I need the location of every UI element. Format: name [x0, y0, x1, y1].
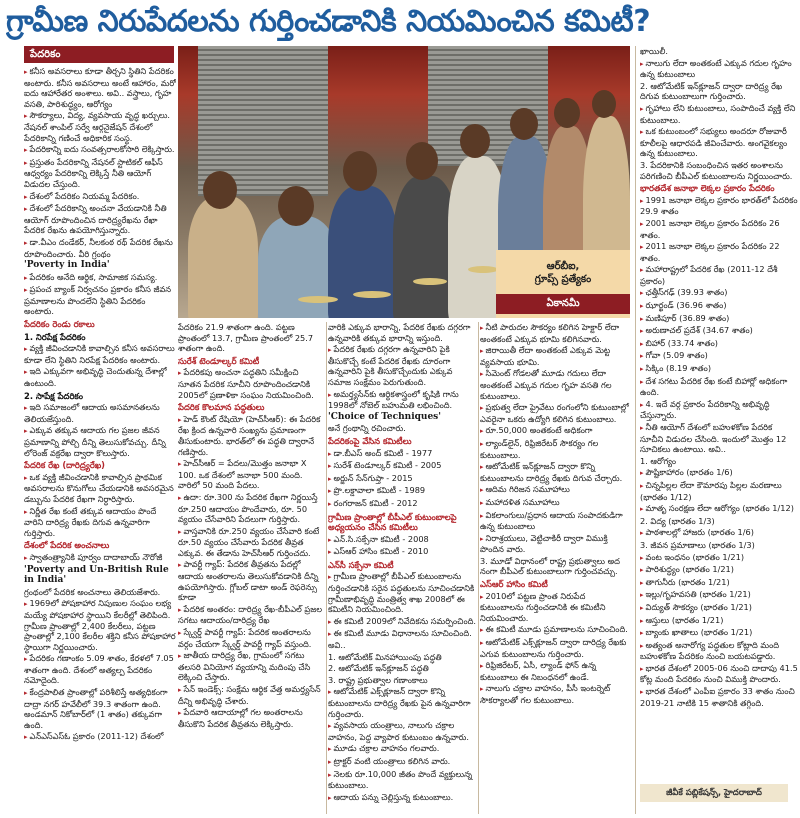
paragraph: ▸ పేదవారి ఆదాయాల్లో గల అంతరాలను తీసుకొని పేదరిక తీవ్రతను లెక్కిస్తారు. [178, 707, 324, 729]
paragraph: ▸ ఆటోమేటిక్ ఎక్స్‌క్లూజన్ ద్వారా దారిద్ర్య రేఖకు ఎగువ కుటుంబాలను గుర్తించారు. [480, 637, 630, 659]
paragraph: ▸ రంగరాజన్ కమిటీ - 2012 [328, 498, 478, 510]
photo-caption-text [496, 260, 630, 286]
paragraph: ▸ మూడు చక్రాల వాహనం గలవారు. [328, 743, 478, 755]
paragraph: ▸ సురేశ్ టెండూల్కర్ కమిటీ - 2005 [328, 460, 478, 472]
paragraph: ▸ ఒక కుటుంబంలో సభ్యులు అందరూ రోజువారీ కూలీలపై ఆధారపడి జీవించేవారు. అంగవైకల్యం ఉన్న కుటుంబాలు. [640, 126, 798, 159]
paragraph: 2. ఆటోమేటిక్ ఇన్‌క్లూజన్ ద్వారా దారిద్ర్య రేఖ దిగువ కుటుంబాలుగా గుర్తించారు. [640, 80, 783, 102]
paragraph: ▸ ప్రొ.లక్డావాలా కమిటీ - 1989 [328, 485, 478, 497]
caption-line-1: ఆర్‌బీఐ, [546, 261, 580, 272]
paragraph: ▸ ప్రపంచ బ్యాంక్ నిర్వచనం ప్రకారం కనీస జీవన ప్రమాణాలను పొందలేని స్థితిని పేదరికం అంటారు. [24, 284, 176, 317]
paragraph: 'Poverty in India' [24, 260, 110, 271]
paragraph: ▸ దేశంలో పేదరికాన్ని అంచనా వేయడానికి నీతి ఆయోగ్ రూపొందించిన దారిద్ర్యరేఖను రేఖా పేదరిక రేఖను ఉపయోగిస్తున్నారు. [24, 203, 176, 236]
paragraph: ▸ సిమెంట్ గోడలతో మూడు గదులు లేదా అంతకంటే ఎక్కువ గదుల గృహ వసతి గల కుటుంబాలు. [480, 368, 630, 401]
article-column-4 [480, 322, 630, 814]
headline: గ్రామీణ నిరుపేదలను గుర్తించడానికి నియమించిన కమిటీ? [6, 4, 651, 39]
caption-line-2: గ్రూప్స్ ప్రత్యేకం [534, 274, 592, 285]
photo-figure [510, 108, 538, 140]
column-divider [326, 322, 327, 814]
paragraph: 3. పేదరికానికి సంబంధించిన ఇతర అంశాలను పరిగణించి బీపీఎల్ కుటుంబాలను నిర్ణయించారు. [640, 159, 793, 181]
paragraph: ▸ పాఠశాలల్లో హాజరు (భారతం 1/6) [640, 527, 798, 539]
paragraph: ▸ అర్జున్ సేన్‌గుప్తా - 2015 [328, 473, 478, 485]
paragraph: ▸ ఆదిమ గిరిజన సమూహాలు [480, 484, 630, 496]
photo-plate [413, 278, 447, 285]
subheading: 1. నిరపేక్ష పేదరికం [24, 331, 86, 342]
photo-figure [203, 171, 237, 209]
photo-plate [298, 296, 338, 303]
photo-figure [343, 151, 377, 191]
paragraph: ▸ నిరాశ్రయులు, వెట్టిచాకిరీ ద్వారా విముక్తి పొందిన వారు. [480, 533, 630, 555]
paragraph: ▸ ఎన్ఎస్ఎస్ఓ ప్రకారం (2011-12) దేశంలో [24, 731, 176, 743]
paragraph: ▸ ట్రాక్టర్ వంటి యంత్రాలు కలిగిన వారు. [328, 756, 478, 768]
paragraph: 3. మూడో విధానంలో రాష్ట్ర ప్రభుత్వాలు అద నంగా బీపీఎల్ కుటుంబాలుగా గుర్తించవచ్చు. [480, 555, 620, 577]
paragraph: ▸ పేదరికం అనేది ఆర్థిక, సామాజిక సమస్య. [24, 272, 176, 284]
paragraph: ▸ స్వాతంత్ర్యానికి పూర్వం దాదాబాయ్ నౌరోజీ [24, 552, 176, 564]
subheading: గ్రామీణ ప్రాంతాల్లో బీపీఎల్ కుటుంబాలపై అధ్యయనం చేసిన కమిటీలు [328, 511, 457, 533]
paragraph: ▸ ఈ కమిటీ 2009లో నివేదికను సమర్పించింది. [328, 616, 478, 628]
subheading: భారతదేశ జనాభా లెక్కల ప్రకారం పేదరికం [640, 183, 775, 194]
paragraph: ▸ ల్యాండ్‌లైన్, రిఫ్రిజిరేటర్ సౌకర్యం గల కుటుంబాలు. [480, 438, 630, 460]
photo-figure [328, 186, 398, 318]
footer-credit: జీవీకే పబ్లికేషన్స్, హైదరాబాద్ [640, 784, 788, 802]
paragraph: ▸ ఆస్తులు (భారతం 1/21) [640, 615, 798, 627]
paragraph: ▸ ఈ కమిటీ మూడు ప్రమాణాలను సూచించింది. [480, 624, 630, 636]
article-column-5 [640, 46, 798, 781]
paragraph: ▸ పావర్టీ గ్యాప్: పేదరిక తీవ్రతను పేదల్లో ఆదాయ అంతరాలను తెలుసుకోవడానికి దీన్ని ఉపయోగిస్తారు. గ్లోబల్ డాటా అండ్ రెఫరెన్సు కూడా [178, 559, 324, 602]
paragraph: ▸ భారత దేశంలో ఎంపీఐ ప్రకారం 33 శాతం నుంచి 2019-21 నాటికి 15 శాతానికి తగ్గింది. [640, 686, 798, 708]
paragraph: ▸ నెలకు రూ.10,000 జీతం పొందే వ్యక్తులున్న కుటుంబాలు. [328, 769, 478, 791]
paragraph: ▸ మహారాష్ట్రలో పేదరిక రేఖ (2011-12 దేశీ ప్రకారం) [640, 264, 798, 286]
paragraph: ▸ బిహార్ (33.74 శాతం) [640, 338, 798, 350]
paragraph: ▸ మాతృ సంరక్షణ లేదా ఆరోగ్యం (భారతం 1/12) [640, 503, 798, 515]
paragraph: ▸ వ్యక్తి జీవించడానికి కావాల్సిన కనీస అవసరాలు కూడా లేని స్థితిని నిరపేక్ష పేదరికం అంటారు. [24, 343, 176, 365]
paragraph: ▸ ఇల్లు/గృహవసతి (భారతం 1/21) [640, 589, 798, 601]
paragraph: ▸ పేదరికం గణాంకం 5.09 శాతం, కేరళలో 7.05 శాతంగా ఉంది. దేశంలో అత్యల్ప పేదరికం నమోదైంది. [24, 653, 176, 686]
article-column-2 [178, 322, 324, 814]
paragraph: ▸ విద్యుత్ సౌకర్యం (భారతం 1/21) [640, 602, 798, 614]
paragraph: ▸ వ్యవసాయ యంత్రాలు, నాలుగు చక్రాల వాహనం, పెద్ద వ్యాపార కుటుంబం ఉన్నవారు. [328, 720, 478, 742]
paragraph: ▸ నిర్ణీత రేఖ కంటే తక్కువ ఆదాయం పొందే వారిని దారిద్ర్య రేఖకు దిగువ ఉన్నవారిగా గుర్తిస్తారు. [24, 506, 176, 539]
photo-figure [406, 142, 438, 180]
paragraph: ▸ వాస్తవానికి రూ.250 వ్యయం చేసేవారి కంటే రూ.50 వ్యయం చేసేవారు పేదరిక తీవ్రత ఎక్కువ. ఈ తేడాను హెచ్‌సీఆర్ గుర్తించదు. [178, 526, 324, 559]
paragraph: ▸ ఆటోమేటిక్ ఇన్‌క్లూజన్ ద్వారా కొన్ని కుటుంబాలను దారిద్ర్య రేఖకు దిగువ చేర్చారు. [480, 461, 630, 483]
paragraph: ▸ సిక్కిం (8.19 శాతం) [640, 363, 798, 375]
paragraph: ▸ 1969లో పోషకాహార నిపుణుల సంఘం లభ్య మయ్యే పోషకాహార స్థాయిని కేలరీల్లో తెలిపింది. గ్రామీణ ప్రాంతాల్లో 2,400 కేలరీలు, పట్టణ ప్రాంతాల్లో 2,100 కేలరీల శక్తిని కనీస పోషకాహార స్థాయిగా నిర్ణయించారు. [24, 598, 176, 652]
article-column-1 [24, 66, 176, 814]
photo-figure [188, 196, 258, 318]
paragraph: 'Poverty and Un-British Rule in India' [24, 564, 169, 586]
paragraph: ▸ అత్యంత అనారోగ్య పద్ధతుల కోట్లాది మంది బహుళకోణ పేదరికం నుంచి బయటపడ్డారు. [640, 640, 798, 662]
photo-plate [353, 291, 391, 298]
paragraph: ▸ నీతి ఆయోగ్ దేశంలో బహుళకోణ పేదరిక సూచీని విడుదల చేసింది. ఇందులో మొత్తం 12 సూచికలు ఉంటాయి. అవి.. [640, 422, 798, 455]
column-divider [478, 322, 479, 814]
paragraph: ▸ ఇది ఎక్కువగా అభివృద్ధి చెందుతున్న దేశాల్లో ఉంటుంది. [24, 366, 176, 388]
photo-caption-box [496, 250, 630, 318]
subheading: సురేశ్ టెండూల్కర్ కమిటీ [178, 355, 260, 366]
paragraph: ▸ 2010లో పట్టణ ప్రాంత నిరుపేద కుటుంబాలను గుర్తించడానికి ఈ కమిటీని నియమించారు. [480, 591, 630, 624]
paragraph: ▸ పేదరికాన్ని ఐదు సంవత్సరాలకోసారి లెక్కిస్తారు. [24, 144, 176, 156]
paragraph: ▸ బ్యాంకు ఖాతాలు (భారతం 1/21) [640, 627, 798, 639]
paragraph: ▸ ఒక వ్యక్తి జీవించడానికి కావాల్సిన ప్రాథమిక అవసరాలను కొనుగోలు చేయడానికి అవసరమైన డబ్బును పేదరిక రేఖగా నిర్ధారిస్తారు. [24, 472, 176, 505]
paragraph: ▸ వికలాంగులు/ప్రధాన ఆదాయ సంపాదకుడిగా ఉన్న కుటుంబాలు [480, 510, 630, 532]
paragraph: ▸ పేదరిక అంతరం: దారిద్ర్య రేఖ-బీపీఎల్ ప్రజల సగటు ఆదాయం/దారిద్ర్య రేఖ [178, 604, 324, 626]
paragraph: ▸ 2011 జనాభా లెక్కల ప్రకారం పేదరికం 22 శాతం. [640, 241, 798, 263]
paragraph: అనే గ్రంథాన్ని రచించారు. [328, 423, 406, 434]
paragraph: ▸ నీటి పారుదల సౌకర్యం కలిగిన హెక్టార్ లేదా అంతకంటే ఎక్కువ భూమి కలిగినవారు. [480, 322, 630, 344]
photo-plate [468, 266, 498, 273]
paragraph: ▸ గృహాలు లేని కుటుంబాలు, సంపాదించే వ్యక్తి లేని కుటుంబాలు. [640, 103, 798, 125]
subheading: పేదరిక కొలమాన పద్ధతులు [178, 402, 265, 413]
paragraph: ▸ ఛత్తీస్‌గఢ్ (39.93 శాతం) [640, 287, 798, 299]
paragraph: ▸ ఆటోమేటిక్ ఎక్స్‌క్లూజన్ ద్వారా కొన్ని కుటుంబాలను దారిద్ర్య రేఖకు పైన ఉన్నవారిగా గుర్తించారు. [328, 686, 478, 719]
subheading: పేదరికంపై వేసిన కమిటీలు [328, 435, 412, 446]
paragraph: ▸ ప్రభుత్వ లేదా ప్రైవేటు రంగంలోని కుటుంబాల్లో ఎవరైనా ఒకరు ఉద్యోగి కలిగిన కుటుంబాలు. [480, 402, 630, 424]
paragraph: ▸ ఈ కమిటీ మూడు విధానాలను సూచించింది. అవి.. [328, 628, 478, 650]
paragraph: ▸ 2001 జనాభా లెక్కల ప్రకారం పేదరికం 26 శాతం. [640, 218, 798, 240]
paragraph: ▸ సౌకర్యాలు, విద్య, వ్యవసాయ వృద్ధ ఖర్చులు. నేషనల్ శాంపిల్ సర్వే ఆర్గనైజేషన్ దేశంలో పేదరికాన్ని గణించే అధికారిక సంస్థ. [24, 110, 176, 143]
paragraph: ▸ భారత దేశంలో 2005-06 నుంచి దాదాపు 41.5 కోట్ల మంది పేదరికం నుంచి విముక్తి పొందారు. [640, 663, 798, 685]
photo-figure [554, 98, 580, 128]
paragraph: 1. ఆరోగ్యం [640, 455, 676, 466]
paragraph: ▸ హెడ్ కౌంట్ రేషియో (హెచ్‌సీఆర్): ఈ పేదరిక రేఖ క్రింద ఉన్నవారి సంఖ్యను ప్రమాణంగా తీసుకుంటారు. భారత్‌లో ఈ పద్ధతి ద్వారానే గణిస్తారు. [178, 414, 324, 457]
paragraph: ▸ పేదరికపు అంచనా పద్ధతిని సమీక్షించి సూతన పేదరిక సూచీని రూపొందించడానికి 2005లో ప్రణాళికా సంఘం నియమించింది. [178, 367, 324, 400]
paragraph: ▸ రిఫ్రిజిరేటర్, ఏసీ, ల్యాండ్ ఫోన్ ఉన్న కుటుంబాలు ఈ నిబంధనలో ఉండే. [480, 660, 630, 682]
paragraph: ▸ సేన్ ఇండెక్స్: సంక్షేమ ఆర్థిక వేత్త అమర్త్యసేన్ దీన్ని అభివృద్ధి చేశారు. [178, 684, 324, 706]
paragraph: పేదరికం 21.9 శాతంగా ఉంది. పట్టణ ప్రాంతంలో 13.7, గ్రామీణ ప్రాంతంలో 25.7 శాతంగా ఉంది. [178, 322, 314, 354]
paragraph: ▸ ఎన్.సి.సక్సేనా కమిటీ - 2008 [328, 534, 478, 546]
photo-figure [592, 90, 616, 118]
subheading: పేదరికం రెండు రకాలు [24, 319, 95, 330]
paragraph: ▸ కనీస అవసరాలు కూడా తీర్చని స్థితిని పేదరికం అంటారు. కనీస అవసరాలు అంటే ఆహారం, మరో ఐదు ఆహారేతర అంశాలు. అవి.. వస్త్రాలు, గృహ వసతి, పారిశుద్ధ్యం, ఆరోగ్యం [24, 66, 176, 109]
paragraph: ▸ స్క్వేర్డ్ పావర్టీ గ్యాప్: పేదరిక అంతరాలను వర్గం చేయగా స్క్వేర్డ్ పావర్టీ గ్యాప్ వస్తుంది. [178, 627, 324, 649]
paragraph: ▸ ఎస్‌ఆర్ హాసిం కమిటీ - 2010 [328, 546, 478, 558]
paragraph: ▸ దేశంలో పేదరికం నియమ్మ పేదరికం. [24, 191, 176, 203]
paragraph: ▸ అమర్త్యసేన్‌కు ఆర్థికశాస్త్రంలో కృషికి గాను 1998లో నోబెల్ బహుమతి లభించింది. [328, 389, 478, 411]
paragraph: ఖాయిలీ. [640, 46, 668, 56]
paragraph: ▸ గ్రామీణ ప్రాంతాల్లో బీపీఎల్ కుటుంబాలను గుర్తించడానికి సరైన పద్ధతులను సూచించడానికి గ్రామీణాభివృద్ధి మంత్రిత్వ శాఖ 2008లో ఈ కమిటీని నియమించింది. [328, 571, 478, 614]
paragraph: ▸ పారిశుద్ధ్యం (భారతం 1/21) [640, 564, 798, 576]
paragraph: 3. జీవన ప్రమాణాలు (భారతం 1/3) [640, 539, 755, 550]
photo-figure [278, 186, 314, 226]
paragraph: 2. విద్య (భారతం 1/3) [640, 515, 715, 526]
paragraph: ▸ అరుణాచల్ ప్రదేశ్ (34.67 శాతం) [640, 325, 798, 337]
paragraph: ▸ హెచ్‌సీఆర్ = పేదలు/మొత్తం జనాభా X 100. ఒక దేశంలో జనాభా 500 మంది. వారిలో 50 మంది పేదలు. [178, 458, 324, 491]
paragraph: 1. ఆటోమేటిక్ మినహాయింపు పద్ధతి [328, 651, 442, 662]
paragraph: ▸ జాతీయ దారిద్ర్య రేఖ, గ్రామంలో సగటు తలసరి వినియోగ వ్యయాన్ని మదింపు చేసి లెక్కించి చేస్తారు. [178, 650, 324, 683]
subheading: దేశంలో పేదరిక అంచనాలు [24, 540, 110, 551]
column-divider [635, 46, 636, 814]
paragraph: ▸ ప్రస్తుతం పేదరికాన్ని నేషనల్ స్టాటికల్ ఆఫీస్ ఆధ్వర్యం పేదరికాన్ని లెక్కిస్తే నీతి ఆయోగ్ విడుదల చేస్తుంది. [24, 157, 176, 190]
paragraph: ▸ ఎక్కువ తక్కువ ఆదాయ గల ప్రజల జీవన ప్రమాణాన్ని పోల్చి దీన్ని తెలుసుకోవచ్చు. దీన్ని లోరెంజ్ వక్రరేఖ ద్వారా కొలుస్తారు. [24, 425, 176, 458]
paragraph: ▸ ఝార్ఖండ్ (36.96 శాతం) [640, 300, 798, 312]
paragraph: ▸ 1991 జనాభా లెక్కల ప్రకారం భారత్‌లో పేదరికం 29.9 శాతం [640, 195, 798, 217]
paragraph: 2. ఆటోమేటిక్ ఇన్‌క్లూజన్ పద్ధతి [328, 663, 429, 674]
paragraph: ▸ పేదరిక రేఖకు దగ్గరగా ఉన్నవారిని పైకి తీసుకొచ్చే కంటే పేదరిక రేఖకు దూరంగా ఉన్నవారిని పైకి తీసుకొచ్చేందుకు ఎక్కువ సమాజ సంక్షేమం పెరుగుతుంది. [328, 344, 478, 387]
paragraph: ▸ జిరాయితీ లేదా అంతకంటే ఎక్కువ మెట్ట వ్యవసాయ భూమి. [480, 345, 630, 367]
paragraph: ▸ ఆదాయ పన్ను చెల్లిస్తున్న కుటుంబాలు. [328, 792, 478, 804]
paragraph: ▸ మహాదళిత సమూహాలు [480, 497, 630, 509]
paragraph: ▸ తాగునీరు (భారతం 1/21) [640, 577, 798, 589]
paragraph: ▸ ఉదా: రూ.300 ను పేదరిక రేఖగా నిర్ణయిస్తే రూ.250 ఆదాయం పొందేవారు, రూ. 50 వ్యయం చేసేవారిని పేదలుగా గుర్తిస్తారు. [178, 492, 324, 525]
subheading: ఎస్‌ఆర్ హాసిం కమిటీ [480, 579, 548, 590]
paragraph: ▸ వంట ఇంధనం (భారతం 1/21) [640, 552, 798, 564]
caption-tag: ఏకానమీ [496, 294, 630, 314]
section-label: పేదరికం [24, 46, 174, 63]
paragraph: గ్రంథంలో పేదరిక అంచనాలు తెలియజేశారు. [24, 586, 161, 597]
paragraph: ▸ పౌష్టికాహారం (భారతం 1/6) [640, 467, 798, 479]
paragraph: ▸ డా.బీఎస్ అంద్ కమిటీ - 1977 [328, 448, 478, 460]
paragraph: ▸ 4. ఇదే వర్గ ప్రకారం పేదరికాన్ని అభివృద్ధి చేస్తున్నారు. [640, 399, 798, 421]
paragraph: ▸ గోవా (5.09 శాతం) [640, 350, 798, 362]
paragraph: వారికి ఎక్కువ భారాన్ని, పేదరిక రేఖకు దగ్గరగా ఉన్నవారికి తక్కువ భారాన్ని ఇస్తుంది. [328, 322, 471, 343]
paragraph: ▸ మణిపూర్ (36.89 శాతం) [640, 313, 798, 325]
subheading: పేదరిక రేఖ (దారిద్ర్యరేఖ) [24, 460, 105, 471]
photo-figure [460, 124, 490, 158]
paragraph: ▸ దేశ సగటు పేదరిక రేఖ కంటే బిహార్లో అధికంగా ఉంది. [640, 376, 798, 398]
article-column-3 [328, 322, 478, 814]
paragraph: 3. రాష్ట్ర ప్రభుత్వాల గణాంకాలు [328, 674, 428, 685]
subheading: 2. సాపేక్ష పేదరికం [24, 390, 84, 401]
paragraph: ▸ చిన్నపిల్లల లేదా కౌమారపు పిల్లల మరణాలు (భారతం 1/12) [640, 480, 798, 502]
subheading: ఎన్‌సీ సక్సేనా కమిటీ [328, 559, 394, 570]
paragraph: ▸ డా.వీఎం దండేకర్, నీలకంఠ రథ్ పేదరిక రేఖను రూపొందించారు. వీరి గ్రంథం [24, 237, 176, 259]
paragraph: ▸ నాలుగు లేదా అంతకంటే ఎక్కువ గదుల గృహం ఉన్న కుటుంబాలు [640, 58, 798, 80]
paragraph: ▸ నాలుగు చక్రాల వాహనం, పీసీ ఇంటర్నెట్ సౌకర్యాలతో గల కుటుంబాలు. [480, 683, 630, 705]
paragraph: 'Choice of Techniques' [328, 411, 441, 422]
paragraph: ▸ కేంద్రపాలిత ప్రాంతాల్లో పరిశీలిస్తే అత్యధికంగా దాద్రా నగర్ హవేలీలో 39.3 శాతంగా ఉంది. అండమాన్ నికోబార్‌లో (1 శాతం) తక్కువగా ఉంది. [24, 687, 176, 730]
paragraph: ▸ రూ.50,000 అంతకంటే అధికంగా [480, 425, 630, 437]
paragraph: ▸ ఇది సమాజంలో ఆదాయ అసమానతలను తెలియజేస్తుంది. [24, 402, 176, 424]
